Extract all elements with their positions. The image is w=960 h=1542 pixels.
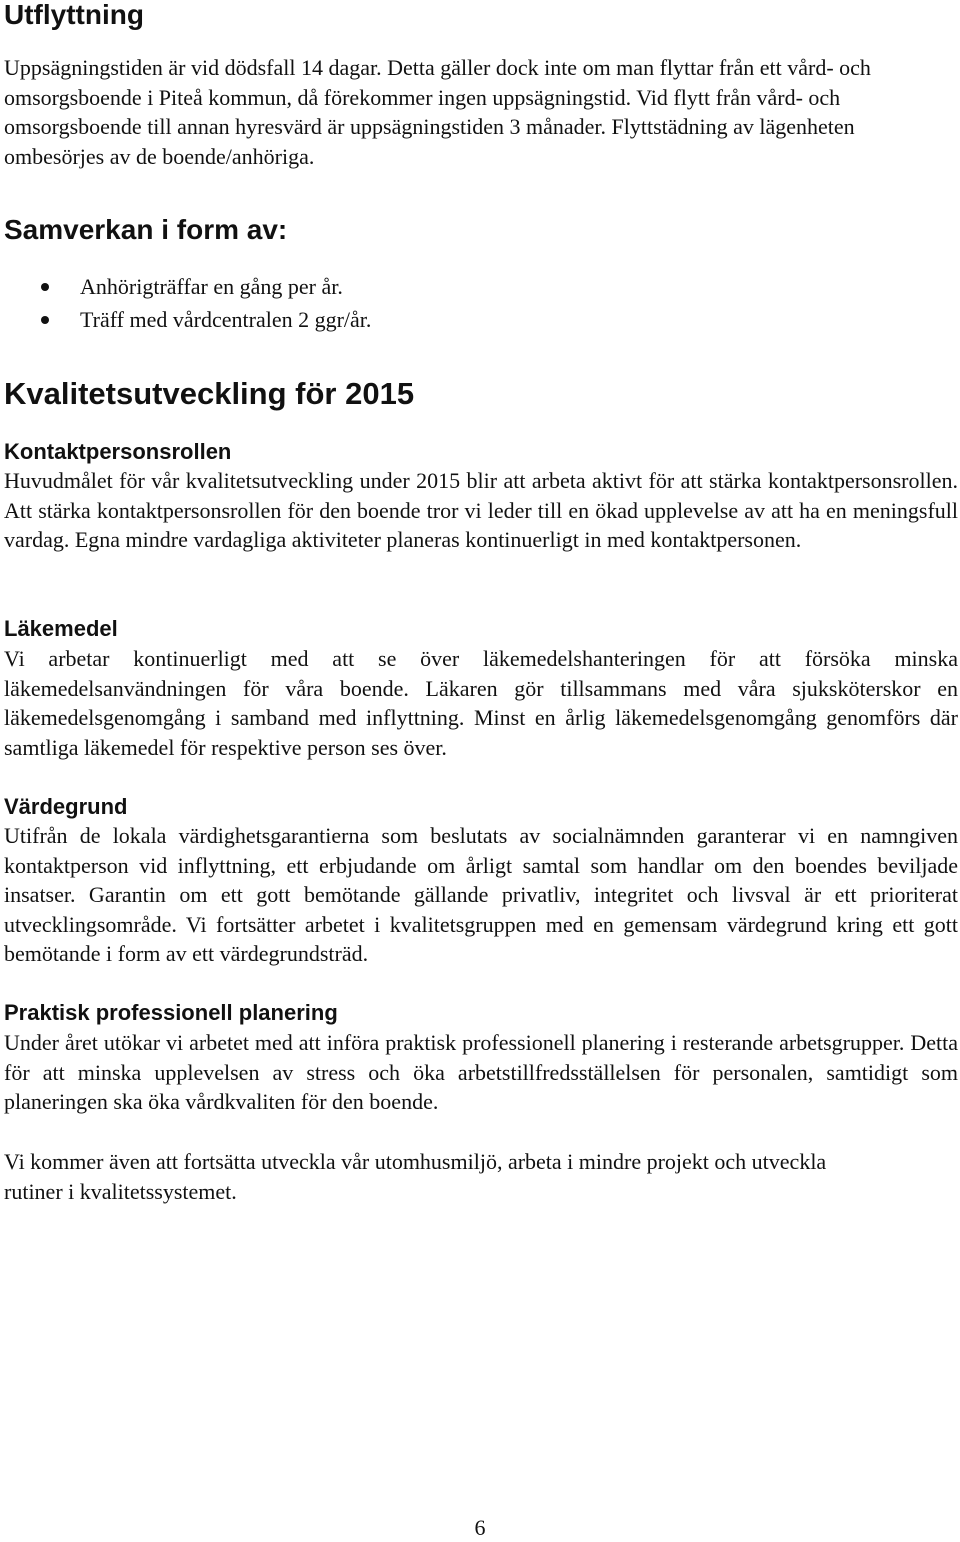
intro-paragraph: Uppsägningstiden är vid dödsfall 14 dagar. Detta gäller dock inte om man flyttar från ett vård- och omsorgsboende i Piteå kommun, då förekommer ingen uppsägningstid. Vid flytt från vård- och omsorgsboende till annan hyresvärd är uppsägningstiden 3 månader. Flyttstädning av lägenheten ombesörjes av de boende/anhöriga. — [4, 55, 871, 169]
praktisk-heading: Praktisk professionell planering — [4, 1000, 338, 1025]
kontakt-heading: Kontaktpersonsrollen — [4, 439, 232, 464]
samverkan-list — [0, 270, 900, 336]
vardegrund-heading: Värdegrund — [4, 794, 128, 819]
list-item-text: Träff med vårdcentralen 2 ggr/år. — [80, 307, 372, 332]
list-item-text: Anhörigträffar en gång per år. — [80, 274, 343, 299]
samverkan-heading: Samverkan i form av: — [4, 214, 288, 245]
list-item — [0, 303, 900, 336]
page-title: Utflyttning — [4, 0, 144, 30]
praktisk-paragraph: Under året utökar vi arbetet med att införa praktisk professionell planering i resterande arbetsgrupper. Detta för att minska upplevelsen av stress och öka arbetstillfredsställelsen för personalen, samtidigt som planeringen ska öka vårdkvaliten för den boende. — [4, 1030, 958, 1115]
lakemedel-paragraph: Vi arbetar kontinuerligt med att se över läkemedelshanteringen för att försöka minska läkemedelsanvändningen för våra boende. Läkaren gör tillsammans med våra sjuksköterskor en läkemedelsgenomgång i samband med inflyttning. Minst en årlig läkemedelsgenomgång genomförs där samtliga läkemedel för respektive person ses över. — [4, 646, 958, 760]
kontakt-paragraph: Huvudmålet för vår kvalitetsutveckling under 2015 blir att arbeta aktivt för att stärka kontaktpersonsrollen. Att stärka kontaktpersonsrollen för den boende tror vi leder till en ökad upplevelse av att ha en meningsfull vardag. Egna mindre vardagliga aktiviteter planeras kontinuerligt in med kontaktpersonen. — [4, 468, 958, 553]
closing-paragraph: Vi kommer även att fortsätta utveckla vår utomhusmiljö, arbeta i mindre projekt och utveckla rutiner i kvalitetssystemet. — [4, 1149, 827, 1204]
lakemedel-heading: Läkemedel — [4, 616, 118, 641]
page-number: 6 — [474, 1515, 486, 1540]
kvalitet-heading: Kvalitetsutveckling för 2015 — [4, 376, 415, 411]
bullet-icon — [41, 316, 49, 324]
vardegrund-paragraph: Utifrån de lokala värdighetsgarantierna som beslutats av socialnämnden garanterar vi en namngiven kontaktperson vid inflyttning, ett erbjudande om årligt samtal som handlar om den boendes beviljade insatser. Garantin om ett gott bemötande gällande privatliv, integritet och livsval är ett prioriterat utvecklingsområde. Vi fortsätter arbetet i kvalitetsgruppen med en gemensam värdegrund kring ett gott bemötande i form av ett värdegrundsträd. — [4, 823, 958, 967]
list-item — [0, 270, 900, 303]
bullet-icon — [41, 283, 49, 291]
